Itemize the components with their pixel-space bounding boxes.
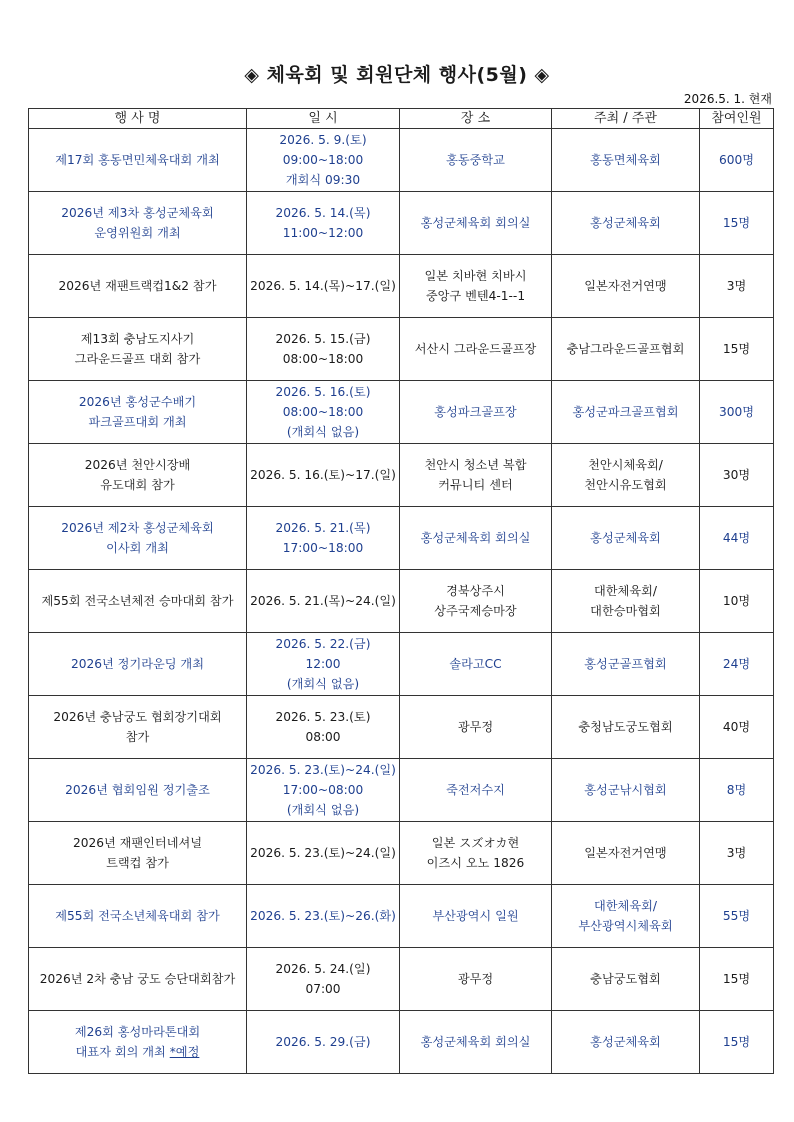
venue-line: 부산광역시 일원 [432, 909, 519, 923]
participants-cell: 3명 [700, 255, 774, 318]
venue-line: 서산시 그라운드골프장 [414, 342, 537, 356]
host-cell [552, 318, 700, 381]
venue-cell [400, 570, 552, 633]
events-table [28, 108, 774, 1074]
datetime-line: 2026. 5. 23.(토) [275, 710, 371, 724]
datetime-cell [247, 1011, 400, 1074]
table-row [29, 822, 774, 885]
participants-cell: 8명 [700, 759, 774, 822]
event-name-cell [29, 381, 247, 444]
event-name-cell [29, 129, 247, 192]
venue-cell [400, 696, 552, 759]
venue-line: 홍동중학교 [446, 153, 505, 167]
header-venue: 장 소 [400, 109, 552, 129]
host-cell [552, 633, 700, 696]
event-name-cell [29, 885, 247, 948]
venue-line: 경북상주시 [446, 584, 505, 598]
datetime-line: (개회식 없음) [286, 803, 360, 817]
event-name-cell [29, 444, 247, 507]
datetime-line: 07:00 [305, 982, 341, 996]
event-name-cell [29, 318, 247, 381]
datetime-line: 17:00~08:00 [282, 783, 364, 797]
host-cell [552, 192, 700, 255]
venue-line: 상주국제승마장 [434, 604, 517, 618]
datetime-line: 12:00 [305, 657, 341, 671]
venue-line: 홍성군체육회 회의실 [420, 216, 531, 230]
header-datetime: 일 시 [247, 109, 400, 129]
datetime-line: 2026. 5. 9.(토) [279, 133, 367, 147]
venue-line: 커뮤니티 센터 [438, 478, 513, 492]
venue-cell [400, 633, 552, 696]
participants-cell: 15명 [700, 1011, 774, 1074]
host-line: 홍성군낚시협회 [584, 783, 667, 797]
name-line: 파크골프대회 개최 [88, 415, 187, 429]
datetime-cell [247, 507, 400, 570]
venue-line: 솔라고CC [449, 657, 502, 671]
venue-line: 광무정 [457, 972, 494, 986]
datetime-cell [247, 885, 400, 948]
table-row [29, 381, 774, 444]
host-cell [552, 129, 700, 192]
datetime-line: 08:00~18:00 [282, 352, 364, 366]
host-cell [552, 885, 700, 948]
datetime-line: 2026. 5. 16.(토)~17.(일) [250, 468, 396, 482]
host-line: 홍동면체육회 [590, 153, 661, 167]
venue-line: 이즈시 오노 1826 [426, 856, 525, 870]
participants-cell: 15명 [700, 192, 774, 255]
host-line: 홍성군체육회 [590, 1035, 661, 1049]
datetime-line: 개회식 09:30 [285, 173, 361, 187]
venue-cell [400, 885, 552, 948]
table-row [29, 129, 774, 192]
host-line: 홍성군골프협회 [584, 657, 667, 671]
table-row [29, 696, 774, 759]
host-cell [552, 255, 700, 318]
name-line: 대표자 회의 개최 [75, 1045, 170, 1059]
datetime-line: (개회식 없음) [286, 425, 360, 439]
participants-cell: 3명 [700, 822, 774, 885]
host-line: 대한체육회/ [594, 584, 657, 598]
host-cell [552, 822, 700, 885]
name-line: 2026년 홍성군수배기 [78, 395, 197, 409]
host-line: 일본자전거연맹 [584, 279, 667, 293]
host-line: 일본자전거연맹 [584, 846, 667, 860]
name-line: 2026년 재팬인터네셔널 [72, 836, 203, 850]
name-line: 이사회 개최 [106, 541, 169, 555]
host-line: 홍성군체육회 [590, 216, 661, 230]
venue-cell [400, 381, 552, 444]
venue-cell [400, 507, 552, 570]
name-line: 2026년 제2차 홍성군체육회 [61, 521, 214, 535]
host-line: 천안시체육회/ [588, 458, 663, 472]
datetime-line: 17:00~18:00 [282, 541, 364, 555]
event-name-cell [29, 759, 247, 822]
host-line: 천안시유도협회 [584, 478, 667, 492]
venue-cell [400, 318, 552, 381]
datetime-cell [247, 948, 400, 1011]
host-cell [552, 759, 700, 822]
host-line: 대한체육회/ [594, 899, 657, 913]
host-cell [552, 570, 700, 633]
venue-cell [400, 1011, 552, 1074]
datetime-cell [247, 318, 400, 381]
venue-line: 일본 スズオカ현 [431, 836, 520, 850]
events-table-body [29, 129, 774, 1074]
name-line: 그라운드골프 대회 참가 [74, 352, 201, 366]
datetime-cell [247, 129, 400, 192]
header-event-name: 행 사 명 [29, 109, 247, 129]
event-name-cell [29, 633, 247, 696]
participants-cell: 300명 [700, 381, 774, 444]
planned-note: *예정 [169, 1045, 200, 1059]
event-name-cell [29, 507, 247, 570]
host-line: 충청남도궁도협회 [578, 720, 673, 734]
name-line: 2026년 천안시장배 [84, 458, 191, 472]
participants-cell: 15명 [700, 948, 774, 1011]
datetime-line: 08:00~18:00 [282, 405, 364, 419]
name-line: 트랙컵 참가 [106, 856, 169, 870]
datetime-line: 2026. 5. 23.(토)~24.(일) [250, 846, 396, 860]
venue-line: 광무정 [457, 720, 494, 734]
venue-cell [400, 255, 552, 318]
host-line: 충남그라운드골프협회 [566, 342, 685, 356]
datetime-cell [247, 381, 400, 444]
datetime-cell [247, 759, 400, 822]
venue-cell [400, 129, 552, 192]
participants-cell: 44명 [700, 507, 774, 570]
participants-cell: 55명 [700, 885, 774, 948]
datetime-cell [247, 696, 400, 759]
venue-line: 홍성파크골프장 [434, 405, 517, 419]
datetime-line: 11:00~12:00 [282, 226, 364, 240]
datetime-line: 2026. 5. 14.(목)~17.(일) [250, 279, 396, 293]
host-cell [552, 1011, 700, 1074]
datetime-cell [247, 570, 400, 633]
datetime-line: 2026. 5. 14.(목) [275, 206, 371, 220]
header-host: 주최 / 주관 [552, 109, 700, 129]
datetime-line: 08:00 [305, 730, 341, 744]
page-title: ◈ 체육회 및 회원단체 행사(5월) ◈ [244, 64, 550, 86]
datetime-cell [247, 633, 400, 696]
header-participants: 참여인원 [700, 109, 774, 129]
datetime-line: 2026. 5. 24.(일) [275, 962, 371, 976]
name-line: 2026년 충남궁도 협회장기대회 [53, 710, 222, 724]
datetime-line: 2026. 5. 23.(토)~24.(일) [250, 763, 396, 777]
event-name-cell [29, 570, 247, 633]
datetime-cell [247, 192, 400, 255]
datetime-line: 2026. 5. 15.(금) [275, 332, 371, 346]
event-name-cell [29, 192, 247, 255]
event-name-cell [29, 696, 247, 759]
name-line: 제13회 충남도지사기 [80, 332, 195, 346]
name-line: 2026년 협회임원 정기출조 [65, 783, 210, 797]
venue-line: 홍성군체육회 회의실 [420, 1035, 531, 1049]
name-line-with-note [30, 1042, 245, 1062]
datetime-line: 2026. 5. 21.(목)~24.(일) [250, 594, 396, 608]
datetime-cell [247, 444, 400, 507]
table-row [29, 570, 774, 633]
host-cell [552, 444, 700, 507]
table-row [29, 1011, 774, 1074]
event-name-cell [29, 948, 247, 1011]
venue-line: 천안시 청소년 복합 [424, 458, 527, 472]
name-line: 제17회 홍동면민체육대회 개최 [55, 153, 220, 167]
name-line: 제26회 홍성마라톤대회 [74, 1025, 201, 1039]
table-row [29, 885, 774, 948]
venue-line: 홍성군체육회 회의실 [420, 531, 531, 545]
host-line: 부산광역시체육회 [578, 919, 673, 933]
venue-line: 일본 치바현 치바시 [424, 269, 527, 283]
name-line: 유도대회 참가 [100, 478, 175, 492]
venue-cell [400, 822, 552, 885]
table-row [29, 633, 774, 696]
table-row [29, 255, 774, 318]
participants-cell: 15명 [700, 318, 774, 381]
host-line: 충남궁도협회 [590, 972, 661, 986]
participants-cell: 600명 [700, 129, 774, 192]
table-row [29, 759, 774, 822]
name-line: 운영위원회 개최 [94, 226, 181, 240]
venue-cell [400, 948, 552, 1011]
datetime-line: 2026. 5. 22.(금) [275, 637, 371, 651]
name-line: 2026년 재팬트랙컵1&2 참가 [58, 279, 217, 293]
datetime-line: (개회식 없음) [286, 677, 360, 691]
datetime-line: 2026. 5. 29.(금) [275, 1035, 371, 1049]
name-line: 제55회 전국소년체전 승마대회 참가 [41, 594, 234, 608]
host-line: 대한승마협회 [590, 604, 661, 618]
as-of-date: 2026.5. 1. 현재 [683, 92, 772, 106]
host-line: 홍성군파크골프협회 [572, 405, 679, 419]
datetime-cell [247, 255, 400, 318]
host-line: 홍성군체육회 [590, 531, 661, 545]
table-header-row [29, 109, 774, 129]
name-line: 2026년 제3차 홍성군체육회 [61, 206, 214, 220]
venue-cell [400, 444, 552, 507]
participants-cell: 30명 [700, 444, 774, 507]
table-row [29, 948, 774, 1011]
host-cell [552, 696, 700, 759]
venue-line: 중앙구 벤텐4-1--1 [425, 289, 526, 303]
datetime-cell [247, 822, 400, 885]
host-cell [552, 507, 700, 570]
participants-cell: 24명 [700, 633, 774, 696]
datetime-line: 2026. 5. 23.(토)~26.(화) [250, 909, 396, 923]
participants-cell: 40명 [700, 696, 774, 759]
venue-cell [400, 759, 552, 822]
name-line: 제55회 전국소년체육대회 참가 [55, 909, 220, 923]
venue-line: 죽전저수지 [446, 783, 505, 797]
name-line: 참가 [125, 730, 150, 744]
name-line: 2026년 2차 충남 궁도 승단대회참가 [39, 972, 236, 986]
table-row [29, 507, 774, 570]
datetime-line: 2026. 5. 16.(토) [275, 385, 371, 399]
venue-cell [400, 192, 552, 255]
datetime-line: 09:00~18:00 [282, 153, 364, 167]
table-row [29, 318, 774, 381]
participants-cell: 10명 [700, 570, 774, 633]
event-name-cell [29, 822, 247, 885]
event-name-cell [29, 1011, 247, 1074]
event-name-cell [29, 255, 247, 318]
table-row [29, 444, 774, 507]
host-cell [552, 381, 700, 444]
host-cell [552, 948, 700, 1011]
name-line: 2026년 정기라운딩 개최 [71, 657, 204, 671]
datetime-line: 2026. 5. 21.(목) [275, 521, 371, 535]
table-row [29, 192, 774, 255]
